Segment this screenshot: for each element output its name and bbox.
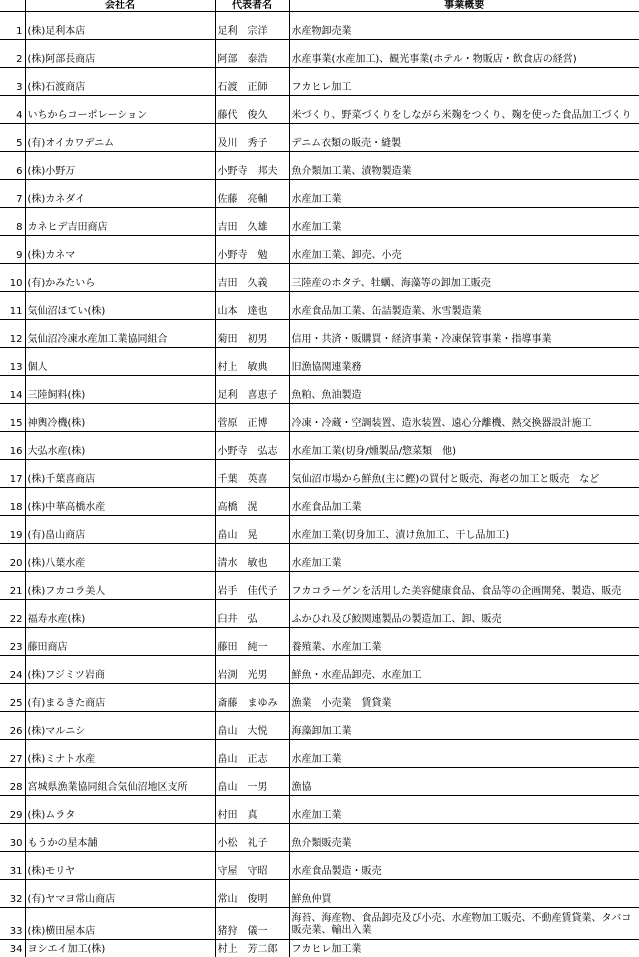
representative-name: 猪狩 儀一: [215, 908, 289, 940]
row-number: 22: [0, 600, 25, 628]
table-row: [0, 908, 639, 940]
company-name: 気仙沼冷凍水産加工業協同組合: [25, 320, 215, 348]
table-row: [0, 124, 639, 152]
row-number: 7: [0, 180, 25, 208]
table-row: [0, 600, 639, 628]
representative-name: 佐藤 亮輔: [215, 180, 289, 208]
representative-name: 小野寺 邦夫: [215, 152, 289, 180]
representative-name: 足利 宗洋: [215, 12, 289, 40]
business-summary: 海藻卸加工業: [289, 712, 639, 740]
business-summary: 水産食品加工業、缶詰製造業、氷雪製造業: [289, 292, 639, 320]
row-number: 9: [0, 236, 25, 264]
business-summary: 魚粕、魚油製造: [289, 376, 639, 404]
company-name: (株)フカコラ美人: [25, 572, 215, 600]
company-name: (株)八葉水産: [25, 544, 215, 572]
company-name: (株)阿部長商店: [25, 40, 215, 68]
company-name: (株)石渡商店: [25, 68, 215, 96]
row-number: 1: [0, 12, 25, 40]
representative-name: 小松 礼子: [215, 824, 289, 852]
row-number: 32: [0, 880, 25, 908]
representative-name: 藤代 俊久: [215, 96, 289, 124]
representative-name: 守屋 守昭: [215, 852, 289, 880]
company-name: (株)モリヤ: [25, 852, 215, 880]
company-name: (株)足利本店: [25, 12, 215, 40]
company-name: (有)オイカワデニム: [25, 124, 215, 152]
row-number: 4: [0, 96, 25, 124]
business-summary: 水産食品加工業: [289, 488, 639, 516]
row-number: 27: [0, 740, 25, 768]
business-summary: 水産加工業(切身/燻製品/惣菜類 他): [289, 432, 639, 460]
business-summary: 水産加工業、卸売、小売: [289, 236, 639, 264]
representative-name: 清水 敏也: [215, 544, 289, 572]
representative-name: 畠山 晃: [215, 516, 289, 544]
representative-name: 及川 秀子: [215, 124, 289, 152]
row-number: 2: [0, 40, 25, 68]
representative-name: 高橋 滉: [215, 488, 289, 516]
row-number: 13: [0, 348, 25, 376]
table-row: [0, 516, 639, 544]
business-summary: デニム衣類の販売・縫製: [289, 124, 639, 152]
company-name: 神輿冷機(株): [25, 404, 215, 432]
representative-name: 菅原 正博: [215, 404, 289, 432]
table-row: [0, 68, 639, 96]
table-row: [0, 460, 639, 488]
table-row: [0, 684, 639, 712]
representative-name: 小野寺 弘志: [215, 432, 289, 460]
company-name: (株)カネマ: [25, 236, 215, 264]
business-summary: 水産事業(水産加工)、観光事業(ホテル・物販店・飲食店の経営): [289, 40, 639, 68]
company-name: (株)横田屋本店: [25, 908, 215, 940]
representative-name: 石渡 正師: [215, 68, 289, 96]
row-number: 20: [0, 544, 25, 572]
company-name: 大弘水産(株): [25, 432, 215, 460]
business-summary: 水産加工業: [289, 180, 639, 208]
table-row: [0, 544, 639, 572]
company-name: (有)かみたいら: [25, 264, 215, 292]
representative-name: 村上 敏典: [215, 348, 289, 376]
header-representative: 代表者名: [215, 0, 289, 12]
table-row: [0, 348, 639, 376]
company-name: いちからコーポレーション: [25, 96, 215, 124]
company-name: (有)まるきた商店: [25, 684, 215, 712]
row-number: 12: [0, 320, 25, 348]
row-number: 30: [0, 824, 25, 852]
representative-name: 臼井 弘: [215, 600, 289, 628]
business-summary: 冷凍・冷蔵・空調装置、造氷装置、遠心分離機、熱交換器設計施工: [289, 404, 639, 432]
table-row: [0, 432, 639, 460]
representative-name: 畠山 正志: [215, 740, 289, 768]
company-name: (有)ヤマヨ常山商店: [25, 880, 215, 908]
company-name: (株)マルニシ: [25, 712, 215, 740]
company-name: 個人: [25, 348, 215, 376]
row-number: 3: [0, 68, 25, 96]
representative-name: 千葉 英喜: [215, 460, 289, 488]
business-summary: フカヒレ加工業: [289, 940, 639, 957]
business-summary: 漁業 小売業 賃貸業: [289, 684, 639, 712]
business-summary: 水産物卸売業: [289, 12, 639, 40]
table-row: [0, 880, 639, 908]
row-number: 31: [0, 852, 25, 880]
business-summary: 信用・共済・販購買・経済事業・冷凍保管事業・指導事業: [289, 320, 639, 348]
table-row: [0, 740, 639, 768]
row-number: 34: [0, 940, 25, 957]
table-row: [0, 404, 639, 432]
row-number: 26: [0, 712, 25, 740]
table-row: [0, 236, 639, 264]
row-number: 17: [0, 460, 25, 488]
company-name: (株)カネダイ: [25, 180, 215, 208]
row-number: 33: [0, 908, 25, 940]
company-name: (株)ミナト水産: [25, 740, 215, 768]
business-summary: ふかひれ及び鮫関連製品の製造加工、卸、販売: [289, 600, 639, 628]
business-summary: 養殖業、水産加工業: [289, 628, 639, 656]
table-row: [0, 712, 639, 740]
representative-name: 阿部 泰浩: [215, 40, 289, 68]
business-summary: フカヒレ加工: [289, 68, 639, 96]
row-number: 15: [0, 404, 25, 432]
representative-name: 岩手 佳代子: [215, 572, 289, 600]
representative-name: 岩渕 光男: [215, 656, 289, 684]
header-business: 事業概要: [289, 0, 639, 12]
business-summary: 旧漁協関連業務: [289, 348, 639, 376]
table-row: [0, 40, 639, 68]
representative-name: 山本 達也: [215, 292, 289, 320]
representative-name: 畠山 一男: [215, 768, 289, 796]
row-number: 11: [0, 292, 25, 320]
business-summary: 魚介類販売業: [289, 824, 639, 852]
header-company: 会社名: [25, 0, 215, 12]
table-row: [0, 292, 639, 320]
row-number: 14: [0, 376, 25, 404]
representative-name: 畠山 大悦: [215, 712, 289, 740]
business-summary: 漁協: [289, 768, 639, 796]
business-summary: 米づくり、野菜づくりをしながら米麹をつくり、麹を使った食品加工づくり: [289, 96, 639, 124]
company-name: (有)畠山商店: [25, 516, 215, 544]
representative-name: 村田 真: [215, 796, 289, 824]
table-header-row: [0, 0, 639, 12]
table-row: [0, 180, 639, 208]
table-row: [0, 628, 639, 656]
business-summary: 三陸産のホタテ、牡蠣、海藻等の卸加工販売: [289, 264, 639, 292]
business-summary: 水産食品製造・販売: [289, 852, 639, 880]
company-name: もうかの星本舗: [25, 824, 215, 852]
company-name: (株)小野万: [25, 152, 215, 180]
row-number: 8: [0, 208, 25, 236]
representative-name: 吉田 久義: [215, 264, 289, 292]
representative-name: 藤田 純一: [215, 628, 289, 656]
row-number: 29: [0, 796, 25, 824]
representative-name: 足利 喜恵子: [215, 376, 289, 404]
business-summary: 水産加工業: [289, 740, 639, 768]
row-number: 23: [0, 628, 25, 656]
business-summary: 魚介類加工業、漬物製造業: [289, 152, 639, 180]
row-number: 10: [0, 264, 25, 292]
table-row: [0, 656, 639, 684]
table-row: [0, 376, 639, 404]
table-row: [0, 768, 639, 796]
company-name: ヨシエイ加工(株): [25, 940, 215, 957]
table-row: [0, 152, 639, 180]
business-summary: 水産加工業: [289, 544, 639, 572]
representative-name: 吉田 久雄: [215, 208, 289, 236]
row-number: 19: [0, 516, 25, 544]
table-row: [0, 852, 639, 880]
company-name: 福寿水産(株): [25, 600, 215, 628]
representative-name: 小野寺 勉: [215, 236, 289, 264]
business-summary: 気仙沼市場から鮮魚(主に鰹)の買付と販売、海老の加工と販売 など: [289, 460, 639, 488]
row-number: 24: [0, 656, 25, 684]
business-summary: 水産加工業(切身加工、漬け魚加工、干し品加工): [289, 516, 639, 544]
header-number: [0, 0, 25, 12]
table-row: [0, 488, 639, 516]
business-summary: フカコラーゲンを活用した美容健康食品、食品等の企画開発、製造、販売: [289, 572, 639, 600]
row-number: 6: [0, 152, 25, 180]
representative-name: 村上 芳二郎: [215, 940, 289, 957]
table-row: [0, 96, 639, 124]
table-row: [0, 320, 639, 348]
row-number: 25: [0, 684, 25, 712]
company-name: (株)ムラタ: [25, 796, 215, 824]
company-name: (株)千葉喜商店: [25, 460, 215, 488]
table-row: [0, 572, 639, 600]
company-name: 気仙沼ほてい(株): [25, 292, 215, 320]
row-number: 18: [0, 488, 25, 516]
representative-name: 常山 俊明: [215, 880, 289, 908]
table-row: [0, 796, 639, 824]
company-name: カネヒデ吉田商店: [25, 208, 215, 236]
representative-name: 斎藤 まゆみ: [215, 684, 289, 712]
business-summary: 鮮魚・水産品卸売、水産加工: [289, 656, 639, 684]
row-number: 16: [0, 432, 25, 460]
row-number: 21: [0, 572, 25, 600]
company-name: 三陸飼料(株): [25, 376, 215, 404]
table-row: [0, 264, 639, 292]
company-name: 宮城県漁業協同組合気仙沼地区支所: [25, 768, 215, 796]
row-number: 28: [0, 768, 25, 796]
business-summary: 海苔、海産物、食品卸売及び小売、水産物加工販売、不動産賃貸業、タバコ販売業、輸出入業: [289, 908, 639, 940]
business-summary: 水産加工業: [289, 208, 639, 236]
company-name: (株)フジミツ岩商: [25, 656, 215, 684]
table-row: [0, 824, 639, 852]
representative-name: 菊田 初男: [215, 320, 289, 348]
company-name: 藤田商店: [25, 628, 215, 656]
table-row: [0, 940, 639, 957]
row-number: 5: [0, 124, 25, 152]
business-summary: 水産加工業: [289, 796, 639, 824]
company-name: (株)中華高橋水産: [25, 488, 215, 516]
table-row: [0, 12, 639, 40]
table-row: [0, 208, 639, 236]
business-summary: 鮮魚仲買: [289, 880, 639, 908]
